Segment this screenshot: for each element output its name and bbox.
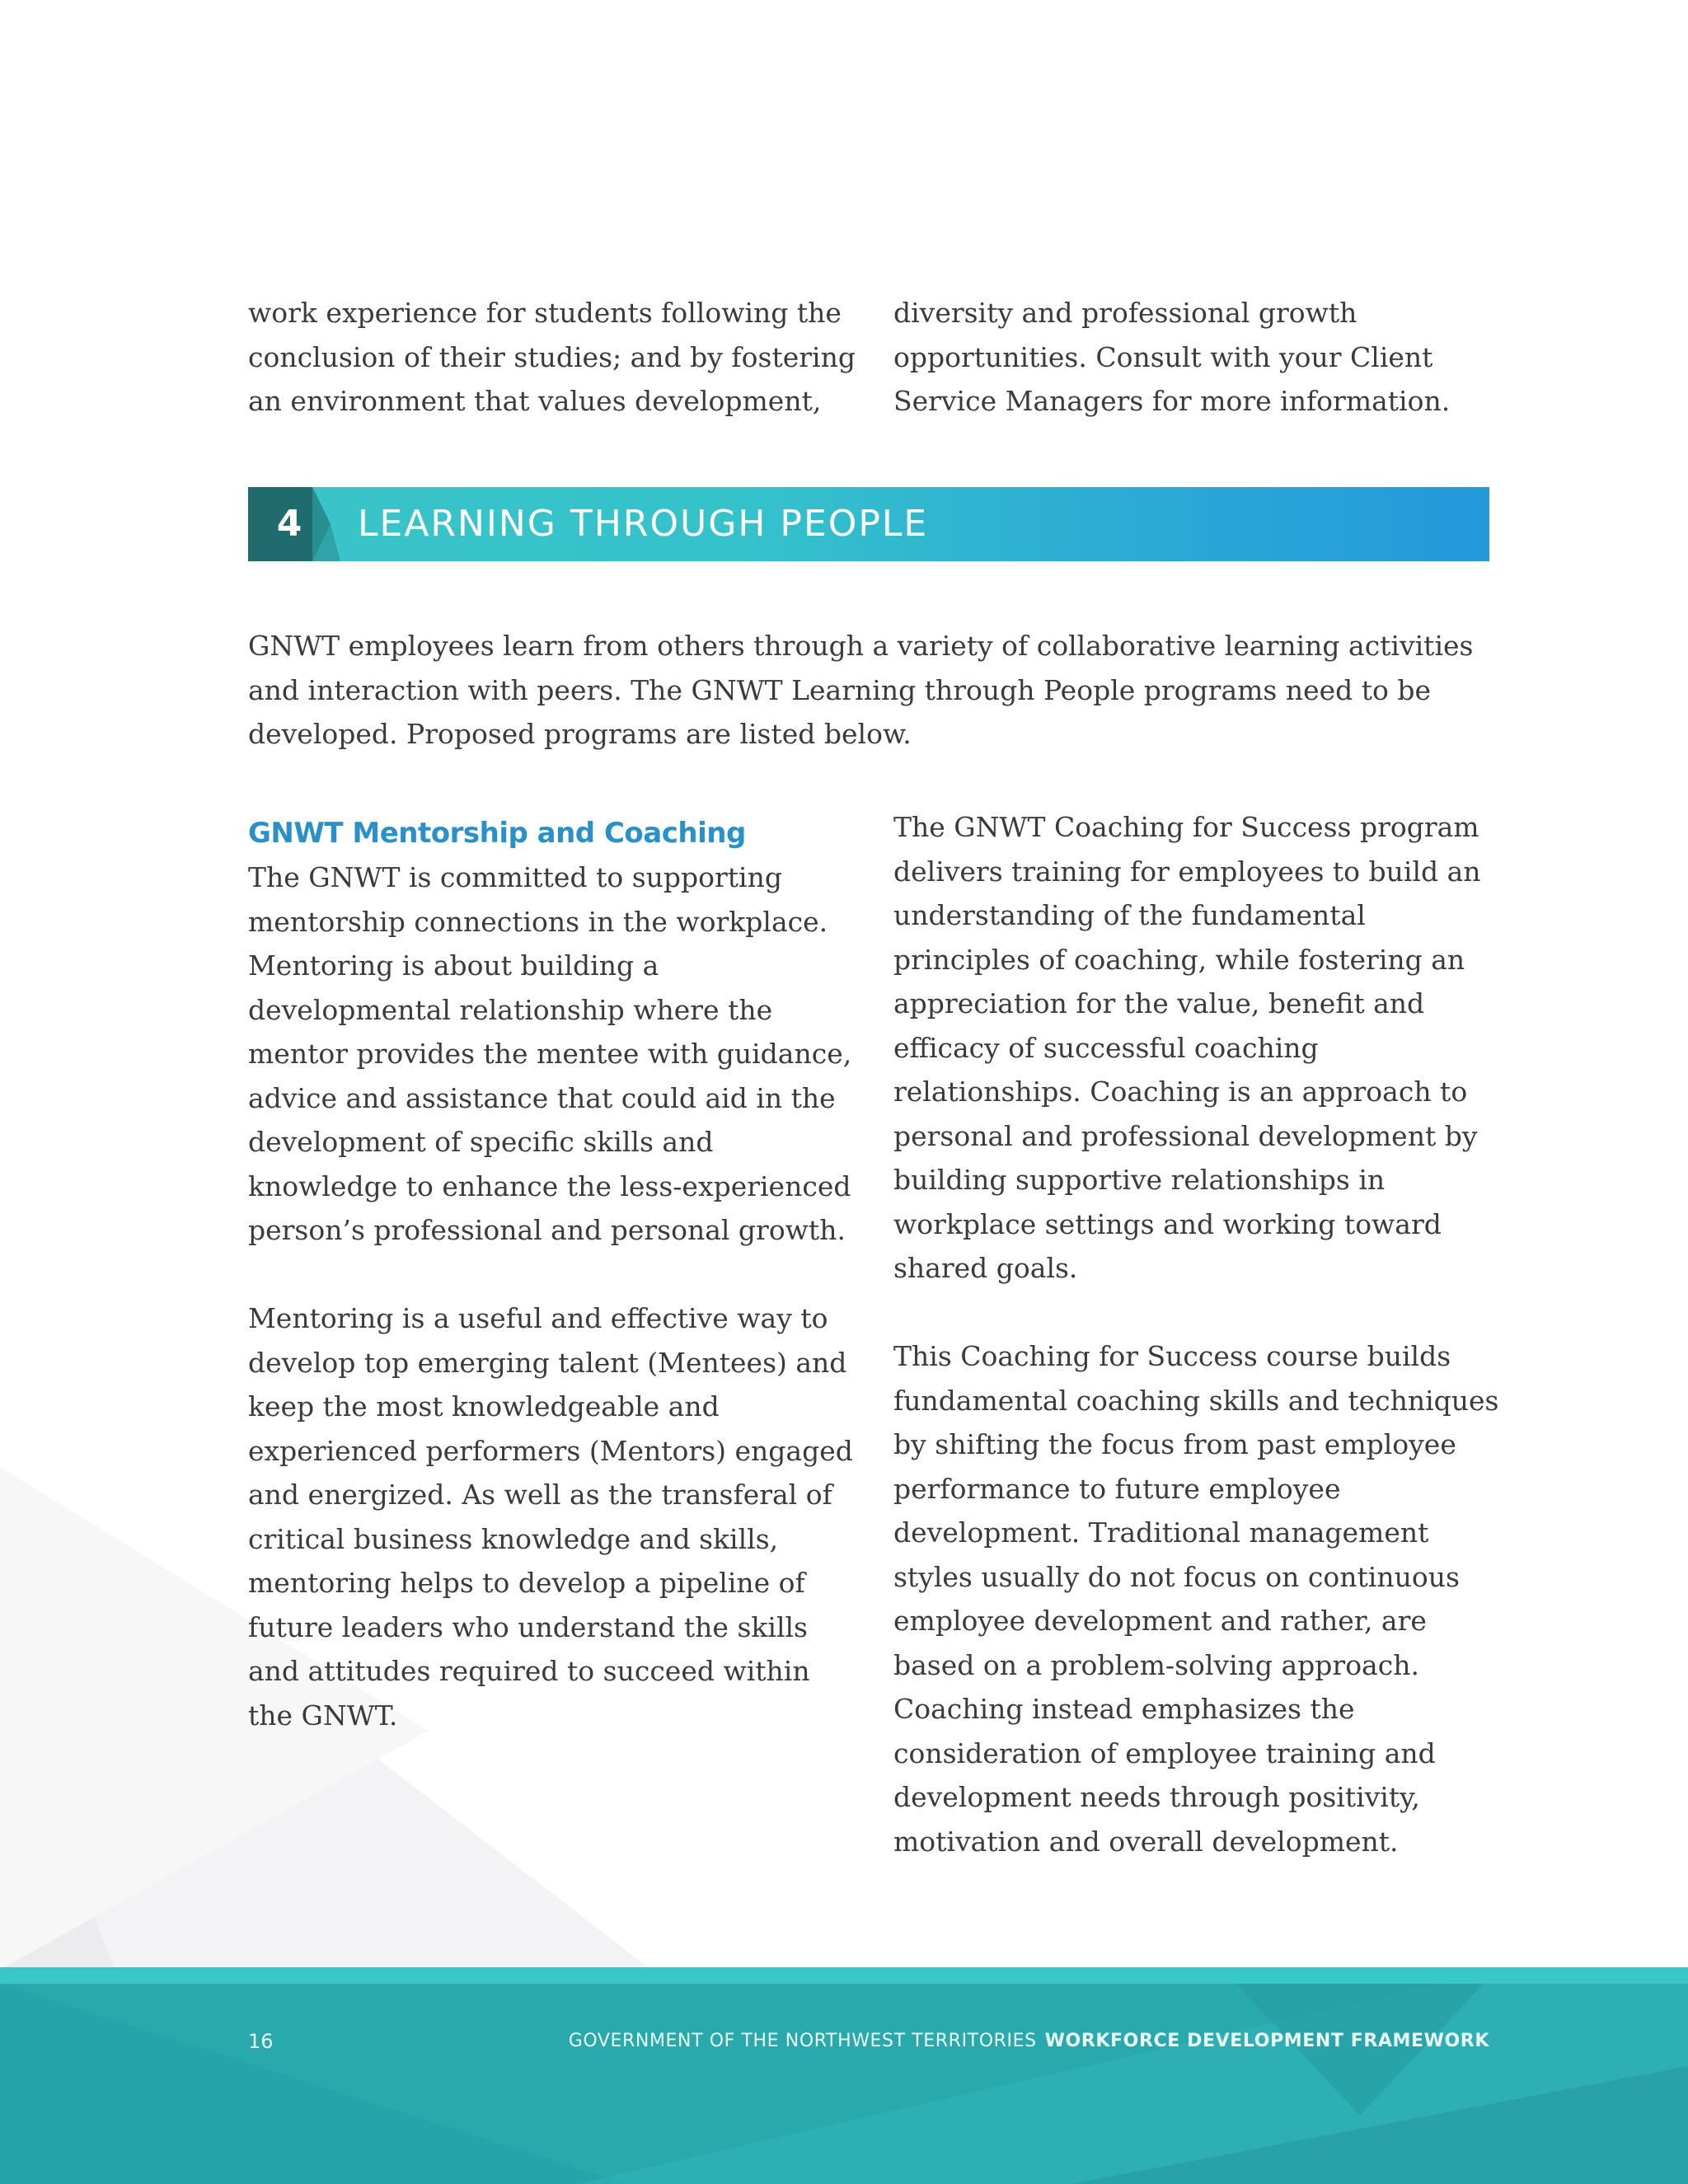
paragraph: work experience for students following the conclusion of their studies; and by fostering an environment that values development, [248, 297, 856, 417]
page-footer [0, 1967, 1688, 2184]
paragraph: This Coaching for Success course builds fundamental coaching skills and techniques by shifting the focus from past employee performance to future employee development. Traditional management styles usually do not focus on continuous employee development and rather, are based on a problem-solving approach. Coaching instead emphasizes the consideration of employee training and development needs through positivity, motivation and overall development. [893, 1340, 1499, 1858]
paragraph: The GNWT is committed to supporting mentorship connections in the workplace. Mentoring is about building a developmental relationship where the mentor provides the mentee with guidance, advice and assistance that could aid in the development of specific skills and knowledge to enhance the less-experienced person’s professional and personal growth. [248, 861, 852, 1246]
section-intro: GNWT employees learn from others through a variety of collaborative learning activities and interaction with peers. The GNWT Learning through People programs need to be developed. Proposed programs are listed below. [248, 630, 1474, 750]
organization-name: GOVERNMENT OF THE NORTHWEST TERRITORIES [568, 2031, 1037, 2051]
page-number: 16 [248, 2030, 274, 2053]
paragraph: The GNWT Coaching for Success program delivers training for employees to build an understanding of the fundamental principles of coaching, while fostering an appreciation for the value, benefit and efficacy of successful coaching relationships. Coaching is an approach to personal and professional development by building supportive relationships in workplace settings and working toward shared goals. [893, 811, 1481, 1284]
running-title [569, 2028, 1489, 2055]
document-title: WORKFORCE DEVELOPMENT FRAMEWORK [1044, 2031, 1489, 2051]
paragraph: diversity and professional growth opportunities. Consult with your Client Service Managers for more information. [893, 297, 1451, 417]
paragraph: Mentoring is a useful and effective way to develop top emerging talent (Mentees) and keep the most knowledgeable and experienced performers (Mentors) engaged and energized. As well as the transferal of critical business knowledge and skills, mentoring helps to develop a pipeline of future leaders who understand the skills and attitudes required to succeed within the GNWT. [248, 1302, 853, 1732]
mentorship-column [248, 811, 858, 1737]
section-banner [248, 487, 1489, 561]
coaching-column [893, 805, 1503, 1863]
mentorship-heading: GNWT Mentorship and Coaching [248, 817, 746, 850]
continuation-text-right [893, 291, 1503, 424]
footer-background [0, 1967, 1688, 2184]
continuation-text-left [248, 291, 858, 424]
section-title: LEARNING THROUGH PEOPLE [358, 503, 929, 545]
section-number: 4 [276, 503, 302, 545]
